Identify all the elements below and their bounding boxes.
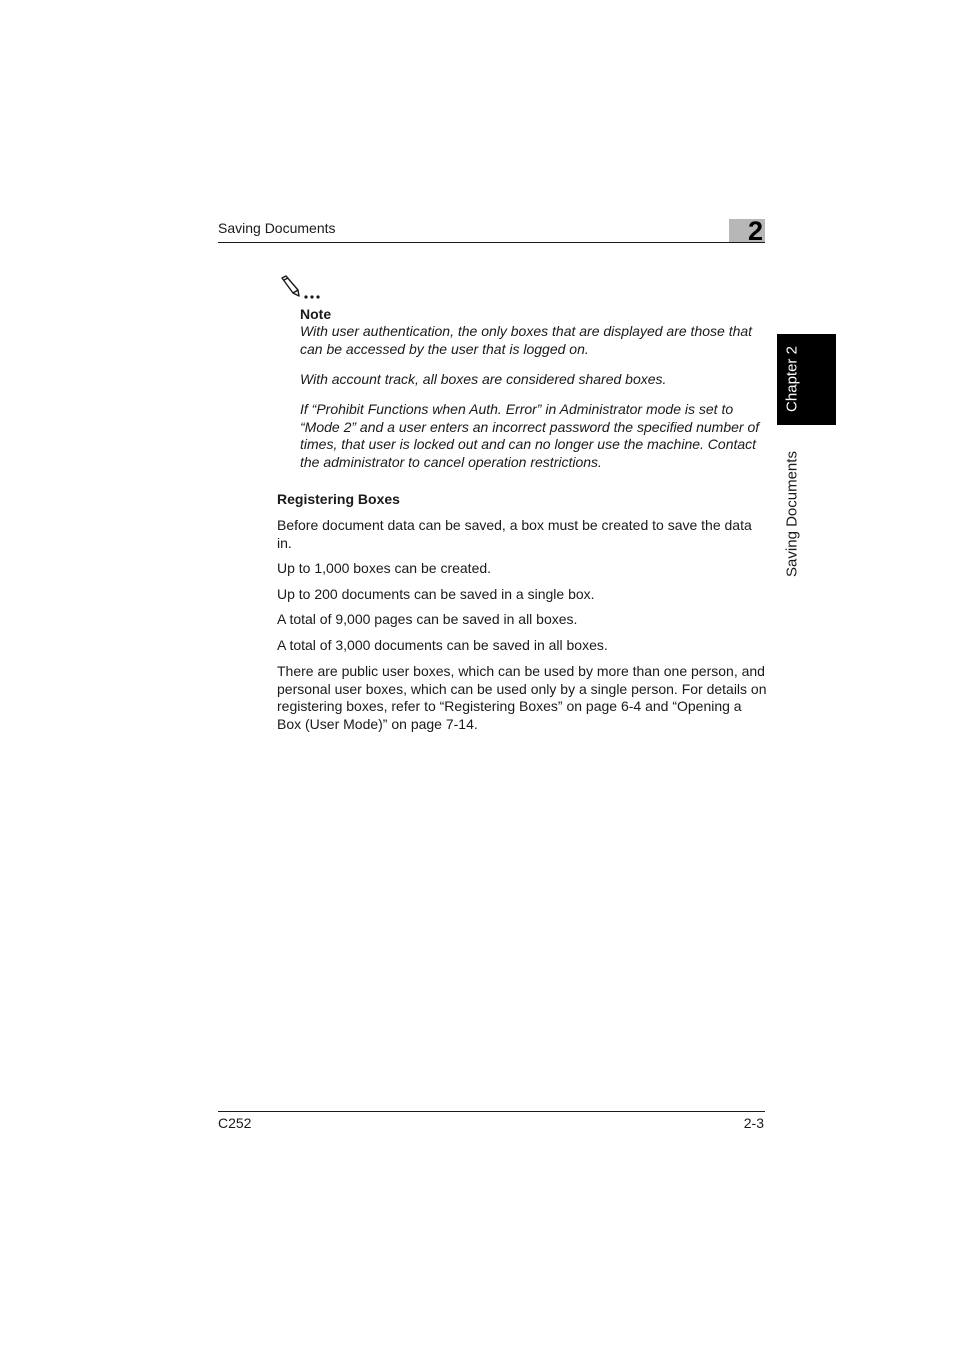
footer-divider	[218, 1111, 765, 1112]
body-paragraph-box-limit: Up to 1,000 boxes can be created.	[277, 560, 492, 576]
body-paragraph-box-types: There are public user boxes, which can be used by more than one person, and personal user boxes, which can be used only by a single person. For details on registering boxes, refer to “Registering Boxes” on page 6-4 and “Opening a Box (User Mode)” on page 7-14.	[277, 663, 767, 733]
note-paragraph-authentication: With user authentication, the only boxes that are displayed are those that can be accessed by the user that is logged on.	[300, 323, 753, 357]
section-heading: Registering Boxes	[277, 491, 400, 507]
note-heading: Note	[300, 306, 332, 322]
body-paragraph-documents-per-box: Up to 200 documents can be saved in a single box.	[277, 586, 595, 602]
header-divider	[218, 242, 765, 243]
running-header-title: Saving Documents	[218, 220, 336, 236]
note-paragraph-account-track: With account track, all boxes are considered shared boxes.	[300, 371, 667, 387]
footer-page-number: 2-3	[743, 1115, 764, 1131]
section-tab-label: Saving Documents	[783, 451, 801, 577]
footer-model-name: C252	[218, 1115, 252, 1131]
note-paragraph-prohibit-functions: If “Prohibit Functions when Auth. Error” in Administrator mode is set to “Mode 2” and a user enters an incorrect password the specified number of times, that user is locked out and can no longer use the machine. Contact the administrator to cancel operation restrictions.	[300, 401, 760, 471]
chapter-number-box	[729, 216, 765, 246]
chapter-tab-label: Chapter 2	[783, 346, 801, 412]
body-paragraph-total-documents: A total of 3,000 documents can be saved in all boxes.	[277, 637, 608, 653]
chapter-number: 2	[747, 216, 763, 246]
body-paragraph-total-pages: A total of 9,000 pages can be saved in all boxes.	[277, 611, 578, 627]
body-paragraph-box-required: Before document data can be saved, a box must be created to save the data in.	[277, 517, 752, 551]
pencil-note-icon	[278, 274, 328, 302]
